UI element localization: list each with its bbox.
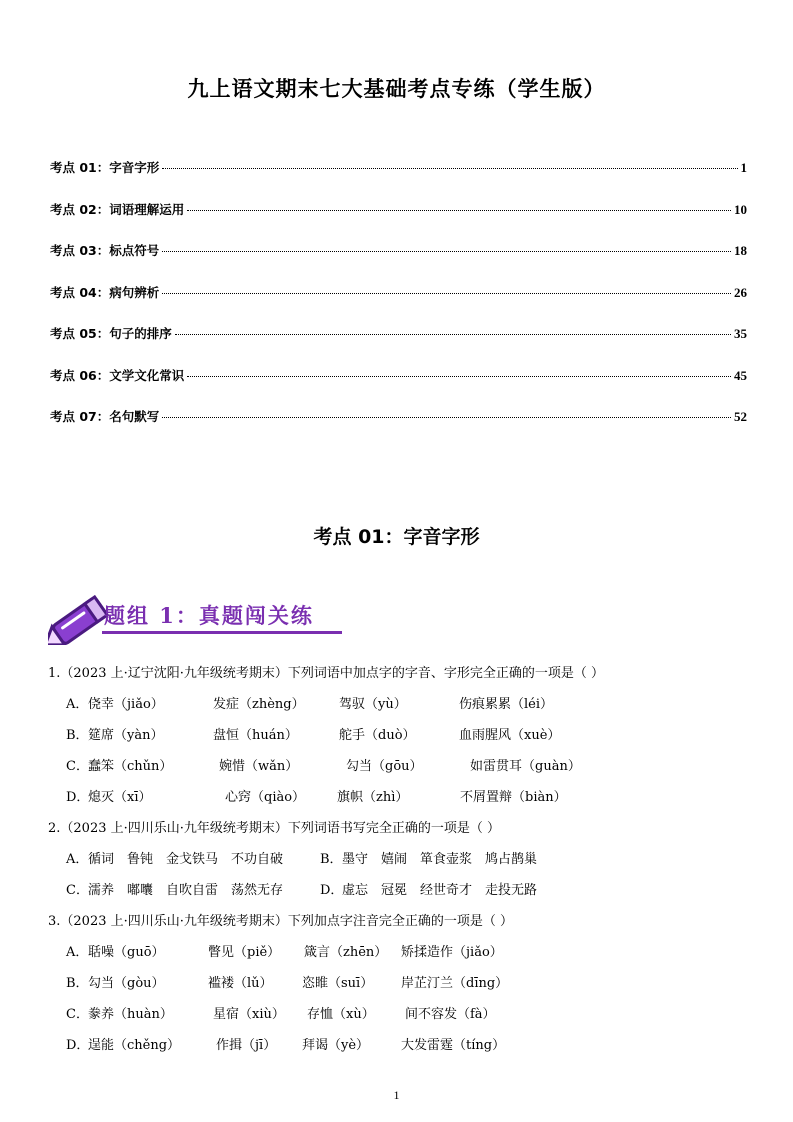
toc-entry[interactable] [50, 241, 747, 283]
toc-entry[interactable] [50, 158, 747, 200]
toc-entry[interactable] [50, 407, 747, 449]
option-row[interactable] [48, 689, 768, 720]
toc-entry[interactable] [50, 324, 747, 366]
option-item: 发症（zhèng） [213, 697, 305, 712]
option-item: 岸芷汀兰（dīng） [401, 976, 509, 991]
option-item: 驾驭（yù） [339, 697, 407, 712]
option-item: 勾当（gōu） [346, 759, 423, 774]
option-letter: B． [66, 976, 89, 991]
option-item: 矫揉造作（jiǎo） [401, 945, 503, 960]
option-item: 瞥见（piě） [208, 945, 281, 960]
option-letter: B． [320, 852, 343, 867]
option-letter: D． [320, 883, 344, 898]
toc-page-number: 35 [734, 326, 747, 341]
option-letter: B． [66, 728, 89, 743]
option-item: 虚忘 冠冕 经世奇才 走投无路 [342, 883, 538, 898]
toc-label: 考点 01：字音字形 [50, 160, 160, 175]
option-letter: A． [66, 852, 89, 867]
toc-entry[interactable] [50, 200, 747, 242]
option-item: 侥幸（jiǎo） [88, 697, 164, 712]
option-item: 存恤（xù） [307, 1007, 375, 1022]
toc-entry[interactable] [50, 283, 747, 325]
toc-leader [162, 251, 731, 252]
toc-page-number: 1 [740, 160, 747, 175]
option-item: 墨守 嬉闹 箪食壶浆 鸠占鹊巢 [342, 852, 538, 867]
banner-underline [102, 631, 342, 634]
option-letter: A． [66, 697, 89, 712]
toc-page-number: 10 [734, 201, 747, 217]
table-of-contents [50, 158, 747, 449]
option-item: 筵席（yàn） [88, 728, 164, 743]
toc-leader [175, 334, 731, 335]
option-row[interactable] [48, 782, 768, 813]
option-item: 星宿（xiù） [213, 1007, 285, 1022]
question-list [48, 658, 768, 1061]
question-stem: 3.（2023 上·四川乐山·九年级统考期末）下列加点字注音完全正确的一项是（ ） [48, 914, 514, 929]
option-item: 作揖（jī） [216, 1038, 277, 1053]
option-item: 舵手（duò） [339, 728, 416, 743]
option-item: 恣睢（suī） [302, 976, 374, 991]
option-row[interactable] [48, 844, 768, 875]
option-item: 箴言（zhēn） [304, 945, 388, 960]
option-item: 旗帜（zhì） [337, 790, 409, 805]
option-item: 豢养（huàn） [88, 1007, 173, 1022]
option-item: 聒噪（guō） [88, 945, 165, 960]
toc-page-number: 45 [734, 367, 747, 383]
toc-leader [162, 168, 737, 169]
toc-label: 考点 07：名句默写 [50, 409, 160, 424]
option-item: 拜谒（yè） [302, 1038, 370, 1053]
toc-leader [162, 417, 731, 418]
option-item: 如雷贯耳（guàn） [470, 759, 581, 774]
toc-leader [162, 293, 731, 294]
option-item: 心窍（qiào） [225, 790, 306, 805]
option-item: 熄灭（xī） [88, 790, 152, 805]
option-item: 伤痕累累（léi） [459, 697, 554, 712]
option-row[interactable] [48, 1030, 768, 1061]
toc-label: 考点 06：文学文化常识 [50, 367, 185, 383]
option-item: 婉惜（wǎn） [219, 759, 299, 774]
option-item: 逞能（chěng） [88, 1038, 181, 1053]
option-item: 循词 鲁钝 金戈铁马 不功自破 [88, 852, 284, 867]
toc-entry[interactable] [50, 366, 747, 408]
document-title: 九上语文期末七大基础考点专练（学生版） [187, 77, 606, 101]
option-letter: A． [66, 945, 89, 960]
option-row[interactable] [48, 875, 768, 906]
option-letter: C． [66, 759, 89, 774]
option-row[interactable] [48, 999, 768, 1030]
exercise-group-banner: 题组 1：真题闯关练 [104, 603, 314, 628]
question-stem: 1.（2023 上·辽宁沈阳·九年级统考期末）下列词语中加点字的字音、字形完全正确的一项是（ ） [48, 666, 605, 681]
toc-leader [187, 376, 731, 377]
option-letter: C． [66, 1007, 89, 1022]
page-number: 1 [393, 1088, 400, 1102]
option-letter: C． [66, 883, 89, 898]
toc-page-number: 26 [734, 284, 747, 300]
toc-leader [187, 210, 731, 211]
option-item: 盘恒（huán） [213, 728, 298, 743]
toc-label: 考点 03：标点符号 [50, 243, 160, 258]
option-item: 濡养 嘟囔 自吹自雷 荡然无存 [88, 883, 284, 898]
option-item: 血雨腥风（xuè） [459, 728, 561, 743]
option-item: 勾当（gòu） [88, 976, 165, 991]
option-item: 褴褛（lǔ） [208, 976, 273, 991]
toc-label: 考点 05：句子的排序 [50, 326, 172, 341]
section-title: 考点 01：字音字形 [313, 526, 480, 548]
option-row[interactable] [48, 751, 768, 782]
option-item: 间不容发（fà） [405, 1007, 496, 1022]
option-row[interactable] [48, 937, 768, 968]
option-letter: D． [66, 1038, 90, 1053]
question-stem: 2.（2023 上·四川乐山·九年级统考期末）下列词语书写完全正确的一项是（ ） [48, 821, 501, 836]
toc-page-number: 18 [734, 243, 747, 258]
option-item: 不屑置辩（biàn） [460, 790, 567, 805]
option-row[interactable] [48, 968, 768, 999]
toc-label: 考点 02：词语理解运用 [50, 201, 185, 217]
option-row[interactable] [48, 720, 768, 751]
option-item: 蠢笨（chǔn） [88, 759, 173, 774]
option-item: 大发雷霆（tíng） [401, 1038, 506, 1053]
toc-label: 考点 04：病句辨析 [50, 284, 160, 300]
option-letter: D． [66, 790, 90, 805]
toc-page-number: 52 [734, 409, 747, 424]
